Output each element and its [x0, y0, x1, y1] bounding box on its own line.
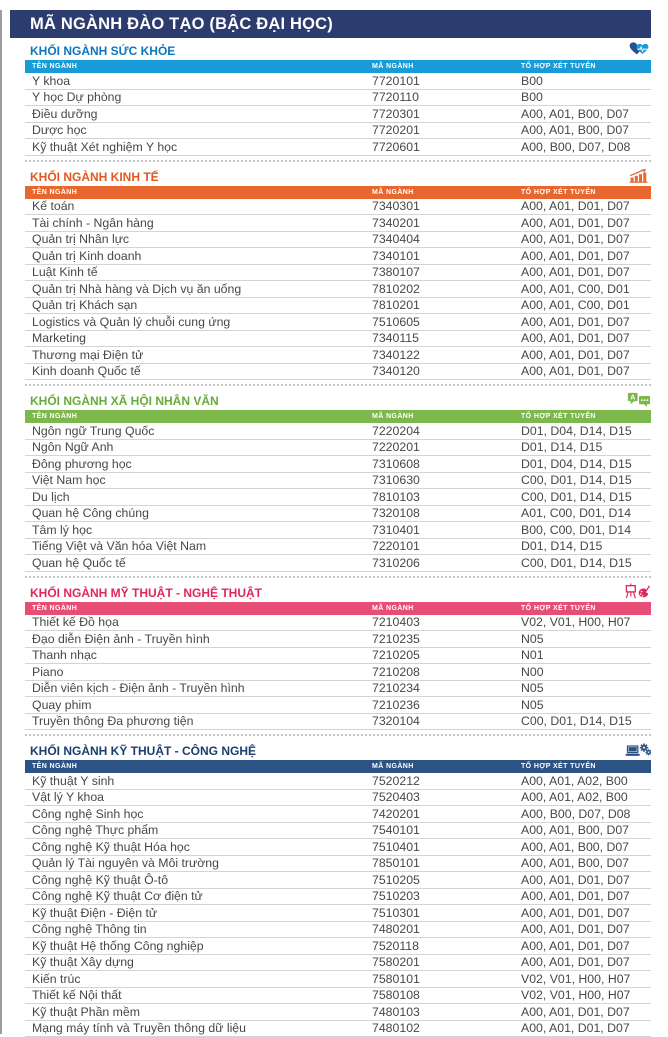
table-row	[25, 1021, 651, 1037]
table-row	[25, 922, 651, 939]
section-title: KHỐI NGÀNH KỸ THUẬT - CÔNG NGHỆ	[30, 744, 256, 758]
admission-combos: A00, A01, D01, D07	[521, 265, 651, 279]
table-row	[25, 473, 651, 490]
table-header-row	[25, 410, 651, 423]
major-code: 7580101	[372, 972, 521, 986]
admission-combos: N05	[521, 698, 651, 712]
section-divider	[25, 576, 651, 578]
major-code: 7480102	[372, 1021, 521, 1035]
column-header-code: MÃ NGÀNH	[372, 605, 521, 612]
major-name: Đạo diễn Điện ảnh - Truyền hình	[32, 632, 372, 646]
major-name: Piano	[32, 665, 372, 679]
admission-combos: A00, A01, D01, D07	[521, 889, 651, 903]
table-row	[25, 139, 651, 156]
table-row	[25, 364, 651, 381]
table-body	[25, 615, 651, 731]
table-row	[25, 423, 651, 440]
table-body	[25, 73, 651, 156]
table-row	[25, 440, 651, 457]
major-name: Quan hệ Công chúng	[32, 506, 372, 520]
admission-combos: N05	[521, 681, 651, 695]
admission-combos: A00, A01, D01, D07	[521, 906, 651, 920]
heart-pulse-icon	[628, 41, 651, 57]
table-row	[25, 522, 651, 539]
admission-combos: B00	[521, 74, 651, 88]
major-name: Du lịch	[32, 490, 372, 504]
table-row	[25, 631, 651, 648]
major-name: Quay phim	[32, 698, 372, 712]
section-divider	[25, 160, 651, 162]
section	[25, 160, 651, 381]
column-header-code: MÃ NGÀNH	[372, 63, 521, 70]
column-header-code: MÃ NGÀNH	[372, 763, 521, 770]
svg-text:A: A	[630, 395, 635, 402]
table-row	[25, 872, 651, 889]
admission-combos: N00	[521, 665, 651, 679]
table-row	[25, 905, 651, 922]
table-row	[25, 697, 651, 714]
major-name: Công nghệ Thông tin	[32, 922, 372, 936]
table-row	[25, 889, 651, 906]
major-name: Tâm lý học	[32, 523, 372, 537]
column-header-name: TÊN NGÀNH	[32, 189, 372, 196]
major-code: 7480103	[372, 1005, 521, 1019]
section-divider	[25, 384, 651, 386]
major-name: Thương mại Điện tử	[32, 348, 372, 362]
table-row	[25, 714, 651, 731]
section-title: KHỐI NGÀNH MỸ THUẬT - NGHỆ THUẬT	[30, 586, 262, 600]
major-code: 7340404	[372, 232, 521, 246]
table-row	[25, 681, 651, 698]
major-name: Kinh doanh Quốc tế	[32, 364, 372, 378]
table-row	[25, 773, 651, 790]
table-row	[25, 1004, 651, 1021]
admission-combos: C00, D01, D14, D15	[521, 714, 651, 728]
table-row	[25, 298, 651, 315]
major-code: 7850101	[372, 856, 521, 870]
table-row	[25, 106, 651, 123]
column-header-combo: TỔ HỢP XÉT TUYỂN	[521, 413, 651, 420]
admission-combos: V02, V01, H00, H07	[521, 972, 651, 986]
section-title: KHỐI NGÀNH SỨC KHỎE	[30, 44, 175, 58]
major-name: Luật Kinh tế	[32, 265, 372, 279]
major-name: Việt Nam học	[32, 473, 372, 487]
admission-combos: C00, D01, D14, D15	[521, 473, 651, 487]
major-name: Quan hệ Quốc tế	[32, 556, 372, 570]
major-code: 7520118	[372, 939, 521, 953]
section-divider	[25, 734, 651, 736]
major-code: 7580108	[372, 988, 521, 1002]
major-name: Mạng máy tính và Truyền thông dữ liệu	[32, 1021, 372, 1035]
table-header-row	[25, 60, 651, 73]
section-head	[25, 390, 651, 408]
major-code: 7310401	[372, 523, 521, 537]
table-row	[25, 489, 651, 506]
section-head	[25, 166, 651, 184]
major-name: Đông phương học	[32, 457, 372, 471]
major-name: Kiến trúc	[32, 972, 372, 986]
major-code: 7510205	[372, 873, 521, 887]
major-code: 7720601	[372, 140, 521, 154]
table-row	[25, 456, 651, 473]
major-code: 7310206	[372, 556, 521, 570]
major-name: Tiếng Việt và Văn hóa Việt Nam	[32, 539, 372, 553]
major-name: Quản trị Nhà hàng và Dịch vụ ăn uống	[32, 282, 372, 296]
admission-combos: C00, D01, D14, D15	[521, 556, 651, 570]
table-row	[25, 215, 651, 232]
table-header-row	[25, 760, 651, 773]
major-code: 7520212	[372, 774, 521, 788]
admission-combos: B00	[521, 90, 651, 104]
admission-combos: A00, A01, A02, B00	[521, 790, 651, 804]
column-header-combo: TỔ HỢP XÉT TUYỂN	[521, 763, 651, 770]
admission-combos: A00, A01, D01, D07	[521, 331, 651, 345]
admission-combos: A00, A01, C00, D01	[521, 298, 651, 312]
major-code: 7210236	[372, 698, 521, 712]
major-name: Thiết kế Đồ họa	[32, 615, 372, 629]
table-row	[25, 839, 651, 856]
table-row	[25, 955, 651, 972]
admission-combos: A00, A01, D01, D07	[521, 1021, 651, 1035]
major-code: 7810103	[372, 490, 521, 504]
major-code: 7720301	[372, 107, 521, 121]
section	[25, 40, 651, 156]
table-row	[25, 555, 651, 572]
admission-combos: A00, A01, C00, D01	[521, 282, 651, 296]
admission-combos: A00, A01, B00, D07	[521, 840, 651, 854]
admission-combos: A00, A01, D01, D07	[521, 955, 651, 969]
table-body	[25, 199, 651, 381]
easel-palette-icon	[624, 583, 651, 599]
admission-combos: N05	[521, 632, 651, 646]
major-name: Thiết kế Nội thất	[32, 988, 372, 1002]
major-code: 7310608	[372, 457, 521, 471]
section-title: KHỐI NGÀNH XÃ HỘI NHÂN VĂN	[30, 394, 219, 408]
column-header-combo: TỔ HỢP XÉT TUYỂN	[521, 63, 651, 70]
table-row	[25, 988, 651, 1005]
major-code: 7720101	[372, 74, 521, 88]
admission-combos: A00, A01, D01, D07	[521, 232, 651, 246]
admission-combos: D01, D04, D14, D15	[521, 457, 651, 471]
column-header-name: TÊN NGÀNH	[32, 605, 372, 612]
major-name: Công nghệ Sinh học	[32, 807, 372, 821]
major-code: 7310630	[372, 473, 521, 487]
table-row	[25, 281, 651, 298]
major-name: Truyền thông Đa phương tiện	[32, 714, 372, 728]
major-name: Quản trị Nhân lực	[32, 232, 372, 246]
table-body	[25, 773, 651, 1037]
laptop-gears-icon	[625, 742, 651, 757]
major-name: Công nghệ Kỹ thuật Ô-tô	[32, 873, 372, 887]
section-head	[25, 740, 651, 758]
admission-combos: D01, D14, D15	[521, 539, 651, 553]
table-row	[25, 648, 651, 665]
table-row	[25, 823, 651, 840]
admission-combos: V02, V01, H00, H07	[521, 988, 651, 1002]
column-header-name: TÊN NGÀNH	[32, 763, 372, 770]
major-code: 7340120	[372, 364, 521, 378]
major-code: 7510605	[372, 315, 521, 329]
major-code: 7210205	[372, 648, 521, 662]
table-row	[25, 199, 651, 216]
section	[25, 734, 651, 1037]
major-code: 7520403	[372, 790, 521, 804]
admission-combos: A00, A01, D01, D07	[521, 315, 651, 329]
table-header-row	[25, 186, 651, 199]
major-name: Vật lý Y khoa	[32, 790, 372, 804]
table-row	[25, 90, 651, 107]
admission-combos: A00, A01, B00, D07	[521, 856, 651, 870]
major-name: Kỹ thuật Xét nghiệm Y học	[32, 140, 372, 154]
major-code: 7320108	[372, 506, 521, 520]
major-code: 7480201	[372, 922, 521, 936]
column-header-code: MÃ NGÀNH	[372, 413, 521, 420]
section	[25, 384, 651, 572]
admission-combos: A00, B00, D07, D08	[521, 807, 651, 821]
major-name: Logistics và Quản lý chuỗi cung ứng	[32, 315, 372, 329]
major-name: Công nghệ Kỹ thuật Hóa học	[32, 840, 372, 854]
major-code: 7320104	[372, 714, 521, 728]
major-code: 7210208	[372, 665, 521, 679]
major-name: Thanh nhạc	[32, 648, 372, 662]
section-head	[25, 40, 651, 58]
major-code: 7510401	[372, 840, 521, 854]
admission-combos: A00, A01, D01, D07	[521, 922, 651, 936]
table-row	[25, 971, 651, 988]
admission-combos: D01, D04, D14, D15	[521, 424, 651, 438]
admission-combos: D01, D14, D15	[521, 440, 651, 454]
admission-combos: A00, A01, B00, D07	[521, 823, 651, 837]
admission-combos: A01, C00, D01, D14	[521, 506, 651, 520]
major-code: 7220201	[372, 440, 521, 454]
major-name: Kỹ thuật Y sinh	[32, 774, 372, 788]
major-name: Điều dưỡng	[32, 107, 372, 121]
column-header-name: TÊN NGÀNH	[32, 413, 372, 420]
table-row	[25, 331, 651, 348]
page-title-bar	[10, 10, 651, 38]
major-name: Kỹ thuật Hệ thống Công nghiệp	[32, 939, 372, 953]
major-name: Quản trị Kinh doanh	[32, 249, 372, 263]
admission-combos: C00, D01, D14, D15	[521, 490, 651, 504]
table-row	[25, 615, 651, 632]
major-name: Công nghệ Kỹ thuật Cơ điện tử	[32, 889, 372, 903]
major-name: Diễn viên kịch - Điện ảnh - Truyền hình	[32, 681, 372, 695]
admission-combos: A00, A01, D01, D07	[521, 348, 651, 362]
admission-combos: A00, A01, D01, D07	[521, 249, 651, 263]
column-header-name: TÊN NGÀNH	[32, 63, 372, 70]
table-row	[25, 664, 651, 681]
table-row	[25, 539, 651, 556]
major-code: 7540101	[372, 823, 521, 837]
column-header-code: MÃ NGÀNH	[372, 189, 521, 196]
major-name: Kỹ thuật Phần mềm	[32, 1005, 372, 1019]
table-row	[25, 347, 651, 364]
major-code: 7720110	[372, 90, 521, 104]
admission-combos: A00, B00, D07, D08	[521, 140, 651, 154]
admission-combos: B00, C00, D01, D14	[521, 523, 651, 537]
table-header-row	[25, 602, 651, 615]
major-code: 7810202	[372, 282, 521, 296]
major-code: 7340122	[372, 348, 521, 362]
major-name: Kỹ thuật Xây dựng	[32, 955, 372, 969]
major-name: Y khoa	[32, 74, 372, 88]
table-row	[25, 123, 651, 140]
major-name: Ngôn Ngữ Anh	[32, 440, 372, 454]
column-header-combo: TỔ HỢP XÉT TUYỂN	[521, 189, 651, 196]
major-code: 7210403	[372, 615, 521, 629]
major-code: 7720201	[372, 123, 521, 137]
table-row	[25, 248, 651, 265]
major-code: 7580201	[372, 955, 521, 969]
table-row	[25, 73, 651, 90]
admission-combos: A00, A01, D01, D07	[521, 199, 651, 213]
table-body	[25, 423, 651, 572]
major-code: 7220204	[372, 424, 521, 438]
major-name: Quản trị Khách sạn	[32, 298, 372, 312]
major-name: Ngôn ngữ Trung Quốc	[32, 424, 372, 438]
table-row	[25, 790, 651, 807]
major-code: 7210234	[372, 681, 521, 695]
major-code: 7510203	[372, 889, 521, 903]
major-name: Công nghệ Thực phẩm	[32, 823, 372, 837]
table-row	[25, 856, 651, 873]
admission-combos: V02, V01, H00, H07	[521, 615, 651, 629]
major-code: 7340115	[372, 331, 521, 345]
section-title: KHỐI NGÀNH KINH TẾ	[30, 170, 159, 184]
page-title: MÃ NGÀNH ĐÀO TẠO (BẬC ĐẠI HỌC)	[30, 15, 333, 34]
admission-combos: A00, A01, A02, B00	[521, 774, 651, 788]
table-row	[25, 314, 651, 331]
major-code: 7210235	[372, 632, 521, 646]
admission-combos: A00, A01, B00, D07	[521, 107, 651, 121]
section	[25, 576, 651, 731]
table-row	[25, 806, 651, 823]
admission-combos: A00, A01, D01, D07	[521, 364, 651, 378]
major-name: Tài chính - Ngân hàng	[32, 216, 372, 230]
major-code: 7220101	[372, 539, 521, 553]
major-name: Kế toán	[32, 199, 372, 213]
table-row	[25, 265, 651, 282]
major-name: Dược học	[32, 123, 372, 137]
major-code: 7340201	[372, 216, 521, 230]
major-code: 7810201	[372, 298, 521, 312]
major-code: 7420201	[372, 807, 521, 821]
major-code: 7340101	[372, 249, 521, 263]
growth-chart-icon	[628, 168, 651, 183]
major-code: 7510301	[372, 906, 521, 920]
table-row	[25, 232, 651, 249]
major-name: Y học Dự phòng	[32, 90, 372, 104]
major-code: 7380107	[372, 265, 521, 279]
table-row	[25, 506, 651, 523]
admission-combos: A00, A01, D01, D07	[521, 216, 651, 230]
admission-combos: A00, A01, D01, D07	[521, 1005, 651, 1019]
admission-combos: A00, A01, D01, D07	[521, 939, 651, 953]
table-row	[25, 938, 651, 955]
major-name: Marketing	[32, 331, 372, 345]
section-head	[25, 582, 651, 600]
column-header-combo: TỔ HỢP XÉT TUYỂN	[521, 605, 651, 612]
admission-combos: N01	[521, 648, 651, 662]
admission-combos: A00, A01, D01, D07	[521, 873, 651, 887]
admission-combos: A00, A01, B00, D07	[521, 123, 651, 137]
major-name: Kỹ thuật Điện - Điện tử	[32, 906, 372, 920]
sections-container	[0, 40, 668, 1037]
major-code: 7340301	[372, 199, 521, 213]
language-bubbles-icon	[627, 392, 651, 407]
major-name: Quản lý Tài nguyên và Môi trường	[32, 856, 372, 870]
page-edge-line	[0, 10, 2, 1034]
